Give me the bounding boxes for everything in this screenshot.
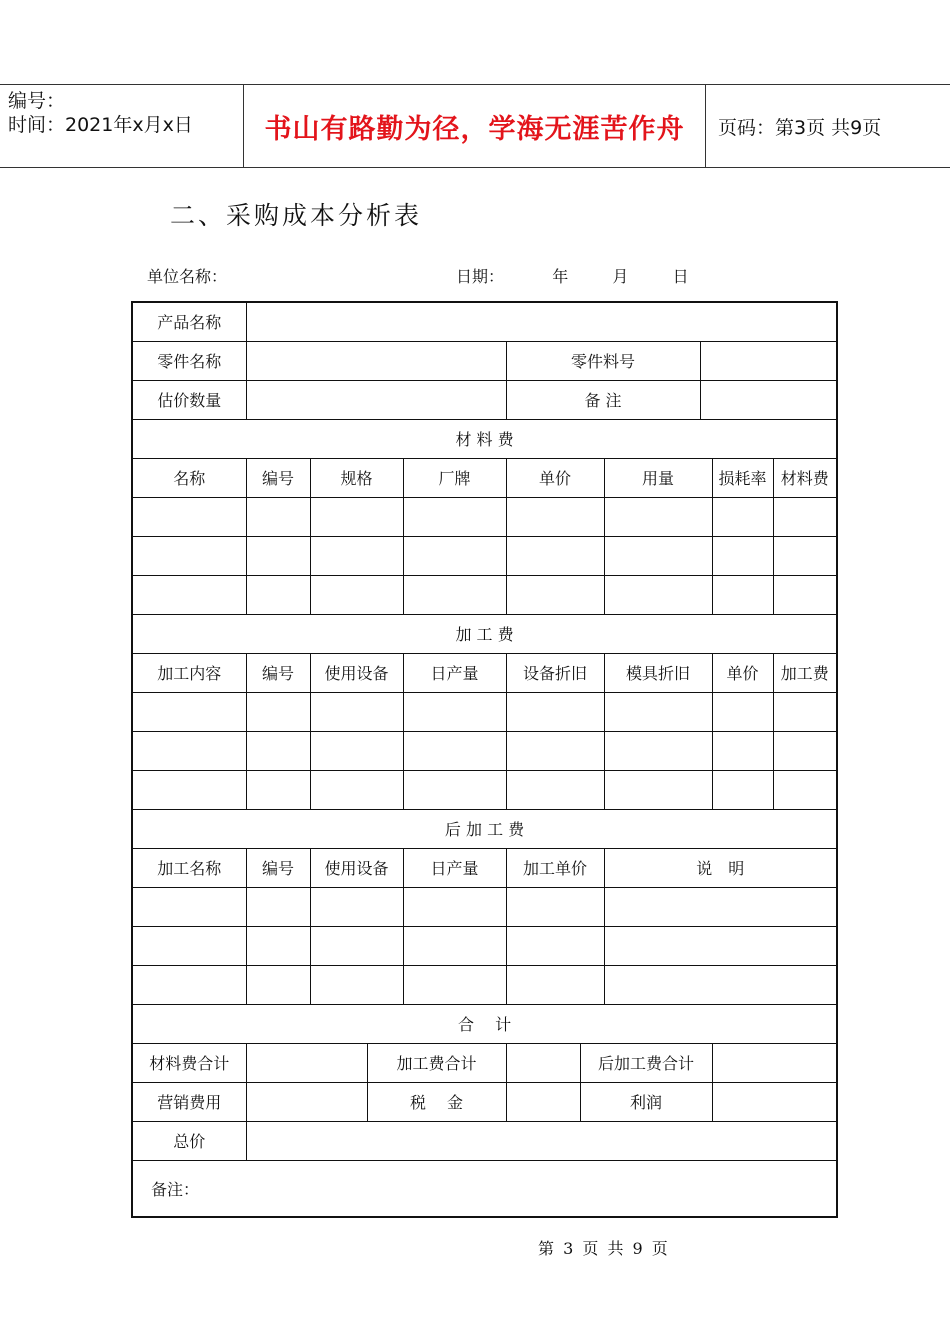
cell[interactable] <box>712 575 773 614</box>
cell[interactable] <box>506 536 604 575</box>
page-footer: 第 3 页 共 9 页 <box>538 1239 668 1258</box>
cell[interactable] <box>132 926 246 965</box>
total-section-title: 合 计 <box>132 1004 837 1043</box>
post-col-equipment: 使用设备 <box>310 848 403 887</box>
totals-row-1 <box>132 1043 837 1082</box>
material-header-row <box>132 458 837 497</box>
cell[interactable] <box>310 692 403 731</box>
cell[interactable] <box>310 887 403 926</box>
cell[interactable] <box>132 536 246 575</box>
material-col-unit-price: 单价 <box>506 458 604 497</box>
material-col-material-fee: 材料费 <box>773 458 837 497</box>
part-number-field[interactable] <box>700 341 837 380</box>
cell[interactable] <box>403 926 506 965</box>
cell[interactable] <box>506 692 604 731</box>
post-section-title: 后 加 工 费 <box>132 809 837 848</box>
total-section-row <box>132 1004 837 1043</box>
date-label: 日期： <box>456 267 505 286</box>
cell[interactable] <box>506 926 604 965</box>
total-price-label: 总价 <box>132 1121 246 1160</box>
cell[interactable] <box>246 692 310 731</box>
material-section-row <box>132 419 837 458</box>
cell[interactable] <box>604 497 712 536</box>
total-price-row <box>132 1121 837 1160</box>
cell[interactable] <box>246 731 310 770</box>
post-data-row <box>132 926 837 965</box>
cell[interactable] <box>773 692 837 731</box>
material-data-row <box>132 497 837 536</box>
post-section-row <box>132 809 837 848</box>
cell[interactable] <box>506 497 604 536</box>
post-col-daily-output: 日产量 <box>403 848 506 887</box>
part-row <box>132 341 837 380</box>
cell[interactable] <box>403 887 506 926</box>
part-number-label: 零件料号 <box>506 341 700 380</box>
cell[interactable] <box>604 926 837 965</box>
marketing-field[interactable] <box>246 1082 367 1121</box>
processing-header-row <box>132 653 837 692</box>
post-total-label: 后加工费合计 <box>580 1043 712 1082</box>
cell[interactable] <box>712 536 773 575</box>
cell[interactable] <box>403 497 506 536</box>
remark-inline-field[interactable] <box>700 380 837 419</box>
profit-label: 利润 <box>580 1082 712 1121</box>
estimate-qty-label: 估价数量 <box>132 380 246 419</box>
processing-total-field[interactable] <box>506 1043 580 1082</box>
cell[interactable] <box>403 731 506 770</box>
material-total-label: 材料费合计 <box>132 1043 246 1082</box>
post-col-description: 说 明 <box>604 848 837 887</box>
cell[interactable] <box>403 692 506 731</box>
cell[interactable] <box>773 731 837 770</box>
material-col-spec: 规格 <box>310 458 403 497</box>
material-col-brand: 厂牌 <box>403 458 506 497</box>
page-header <box>0 84 950 168</box>
unit-name-label: 单位名称： <box>147 267 228 286</box>
material-section-title: 材 料 费 <box>132 419 837 458</box>
cell[interactable] <box>310 926 403 965</box>
cell[interactable] <box>506 770 604 809</box>
time-label: 时间：2021年x月x日 <box>8 114 193 136</box>
date-year: 年 <box>552 267 569 286</box>
cell[interactable] <box>773 770 837 809</box>
estimate-row <box>132 380 837 419</box>
totals-row-2 <box>132 1082 837 1121</box>
material-col-name: 名称 <box>132 458 246 497</box>
post-col-number: 编号 <box>246 848 310 887</box>
page-info: 页码：第3页 共9页 <box>718 116 882 139</box>
cell[interactable] <box>403 536 506 575</box>
material-data-row <box>132 575 837 614</box>
product-row <box>132 302 837 341</box>
marketing-label: 营销费用 <box>132 1082 246 1121</box>
cell[interactable] <box>506 887 604 926</box>
cell[interactable] <box>132 770 246 809</box>
processing-col-content: 加工内容 <box>132 653 246 692</box>
cell[interactable] <box>246 965 310 1004</box>
cell[interactable] <box>246 497 310 536</box>
date-line <box>456 264 689 287</box>
cell[interactable] <box>604 692 712 731</box>
cell[interactable] <box>246 926 310 965</box>
cell[interactable] <box>132 575 246 614</box>
processing-data-row <box>132 770 837 809</box>
cell[interactable] <box>246 536 310 575</box>
cell[interactable] <box>604 887 837 926</box>
motto: 书山有路勤为径，学海无涯苦作舟 <box>244 85 706 167</box>
cell[interactable] <box>310 497 403 536</box>
cell[interactable] <box>310 731 403 770</box>
processing-col-mold-depreciation: 模具折旧 <box>604 653 712 692</box>
cell[interactable] <box>712 497 773 536</box>
cell[interactable] <box>246 575 310 614</box>
number-label: 编号： <box>8 90 66 112</box>
cell[interactable] <box>310 575 403 614</box>
cell[interactable] <box>132 731 246 770</box>
material-data-row <box>132 536 837 575</box>
remarks-row <box>132 1160 837 1217</box>
header-info <box>0 85 244 167</box>
processing-data-row <box>132 731 837 770</box>
product-name-field[interactable] <box>246 302 837 341</box>
remark-inline-label: 备 注 <box>506 380 700 419</box>
processing-section-title: 加 工 费 <box>132 614 837 653</box>
processing-total-label: 加工费合计 <box>367 1043 506 1082</box>
cost-analysis-table <box>131 301 838 1218</box>
date-day: 日 <box>672 267 689 286</box>
cell[interactable] <box>403 965 506 1004</box>
cell[interactable] <box>310 770 403 809</box>
processing-col-number: 编号 <box>246 653 310 692</box>
cell[interactable] <box>246 887 310 926</box>
cell[interactable] <box>712 692 773 731</box>
profit-field[interactable] <box>712 1082 837 1121</box>
post-col-unit-price: 加工单价 <box>506 848 604 887</box>
processing-section-row <box>132 614 837 653</box>
cell[interactable] <box>132 497 246 536</box>
material-col-loss-rate: 损耗率 <box>712 458 773 497</box>
cell[interactable] <box>712 770 773 809</box>
cell[interactable] <box>506 575 604 614</box>
cell[interactable] <box>132 887 246 926</box>
cell[interactable] <box>132 965 246 1004</box>
post-data-row <box>132 965 837 1004</box>
cell[interactable] <box>604 731 712 770</box>
post-header-row <box>132 848 837 887</box>
document-title: 二、采购成本分析表 <box>170 201 423 230</box>
post-total-field[interactable] <box>712 1043 837 1082</box>
cell[interactable] <box>773 575 837 614</box>
tax-label: 税 金 <box>367 1082 506 1121</box>
remarks-field[interactable] <box>132 1160 837 1217</box>
cell[interactable] <box>310 536 403 575</box>
part-name-label: 零件名称 <box>132 341 246 380</box>
product-name-label: 产品名称 <box>132 302 246 341</box>
post-data-row <box>132 887 837 926</box>
material-total-field[interactable] <box>246 1043 367 1082</box>
processing-col-unit-price: 单价 <box>712 653 773 692</box>
processing-data-row <box>132 692 837 731</box>
cell[interactable] <box>246 770 310 809</box>
processing-col-daily-output: 日产量 <box>403 653 506 692</box>
material-col-number: 编号 <box>246 458 310 497</box>
cell[interactable] <box>310 965 403 1004</box>
cell[interactable] <box>604 575 712 614</box>
processing-col-processing-fee: 加工费 <box>773 653 837 692</box>
cell[interactable] <box>403 575 506 614</box>
remarks-label: 备注： <box>151 1179 200 1199</box>
material-col-usage: 用量 <box>604 458 712 497</box>
post-col-name: 加工名称 <box>132 848 246 887</box>
cell[interactable] <box>506 731 604 770</box>
estimate-qty-field[interactable] <box>246 380 506 419</box>
date-month: 月 <box>612 267 629 286</box>
cell[interactable] <box>773 536 837 575</box>
processing-col-equipment: 使用设备 <box>310 653 403 692</box>
processing-col-equipment-depreciation: 设备折旧 <box>506 653 604 692</box>
cell[interactable] <box>604 770 712 809</box>
tax-field[interactable] <box>506 1082 580 1121</box>
cell[interactable] <box>604 965 837 1004</box>
cell[interactable] <box>132 692 246 731</box>
cell[interactable] <box>773 497 837 536</box>
cell[interactable] <box>506 965 604 1004</box>
part-name-field[interactable] <box>246 341 506 380</box>
cell[interactable] <box>403 770 506 809</box>
cell[interactable] <box>712 731 773 770</box>
cell[interactable] <box>604 536 712 575</box>
total-price-field[interactable] <box>246 1121 837 1160</box>
